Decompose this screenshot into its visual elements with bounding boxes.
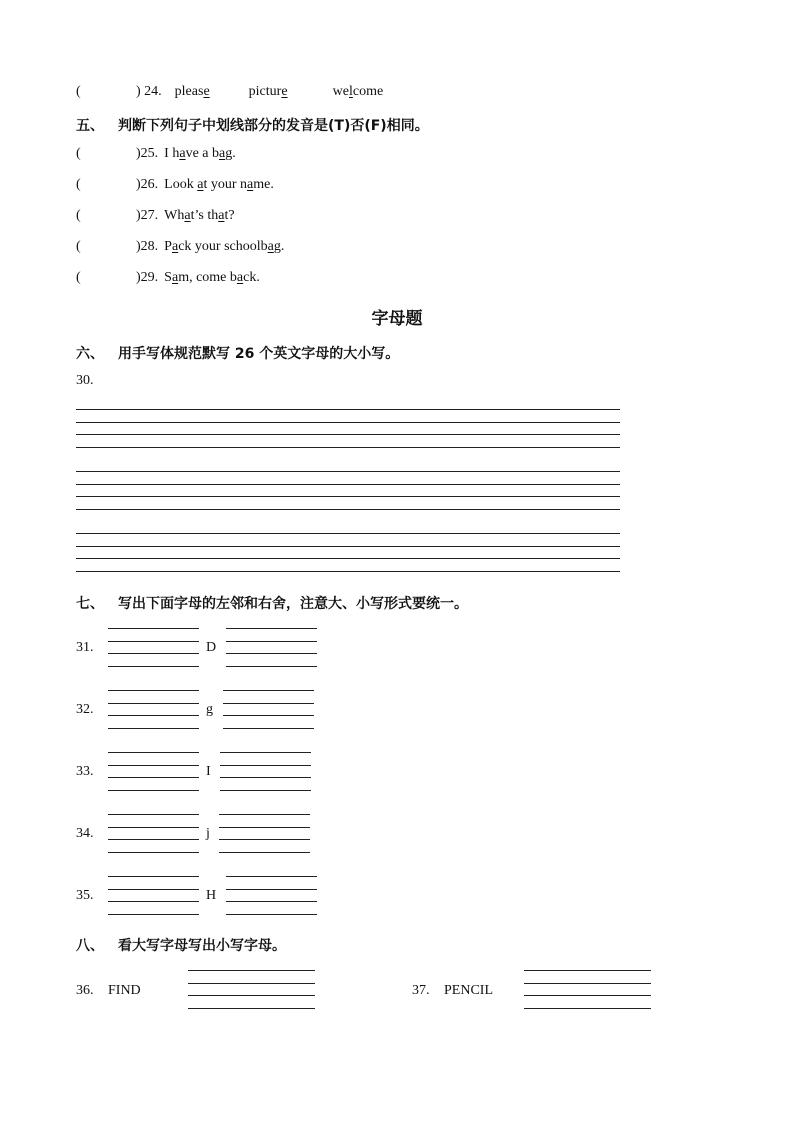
question-number: 33. — [76, 764, 94, 779]
left-neighbor-line[interactable] — [108, 852, 199, 853]
answer-line[interactable] — [524, 1008, 651, 1009]
section-8-heading: 八、 看大写字母写出小写字母。 — [76, 938, 286, 954]
answer-line[interactable] — [524, 983, 651, 984]
left-neighbor-line[interactable] — [108, 641, 199, 642]
left-neighbor-line[interactable] — [108, 839, 199, 840]
question-number: 32. — [76, 702, 94, 717]
sentence: Sam, come back. — [164, 270, 260, 285]
question-number: 36. — [76, 983, 94, 998]
handwriting-line[interactable] — [76, 471, 620, 472]
word: please — [174, 84, 210, 99]
right-neighbor-line[interactable] — [223, 690, 314, 691]
answer-line[interactable] — [188, 995, 315, 996]
right-neighbor-line[interactable] — [226, 666, 317, 667]
question-28: ( )28. Pack your schoolbag. — [76, 239, 285, 254]
question-26: ( )26. Look at your name. — [76, 177, 274, 192]
right-neighbor-line[interactable] — [223, 703, 314, 704]
left-neighbor-line[interactable] — [108, 814, 199, 815]
right-neighbor-line[interactable] — [226, 653, 317, 654]
right-neighbor-line[interactable] — [226, 901, 317, 902]
left-neighbor-line[interactable] — [108, 765, 199, 766]
question-number: 35. — [76, 888, 94, 903]
answer-paren[interactable]: ( — [76, 146, 81, 161]
left-neighbor-line[interactable] — [108, 653, 199, 654]
question-number: 24. — [144, 84, 162, 99]
handwriting-line[interactable] — [76, 558, 620, 559]
question-number: 26. — [140, 177, 159, 192]
given-letter: H — [206, 888, 217, 903]
word: welcome — [332, 84, 384, 99]
uppercase-word: PENCIL — [444, 983, 493, 998]
question-number: 37. — [412, 983, 430, 998]
sentence: Pack your schoolbag. — [164, 239, 285, 254]
left-neighbor-line[interactable] — [108, 728, 199, 729]
question-number: 29. — [140, 270, 159, 285]
section-6-heading: 六、 用手写体规范默写 26 个英文字母的大小写。 — [76, 346, 400, 362]
answer-paren[interactable]: ( — [76, 239, 81, 254]
answer-paren[interactable]: ( — [76, 270, 81, 285]
left-neighbor-line[interactable] — [108, 901, 199, 902]
sentence: Look at your name. — [164, 177, 274, 192]
given-letter: I — [206, 764, 211, 779]
left-neighbor-line[interactable] — [108, 715, 199, 716]
left-neighbor-line[interactable] — [108, 889, 199, 890]
answer-paren[interactable]: ( — [76, 208, 81, 223]
left-neighbor-line[interactable] — [108, 827, 199, 828]
sentence: What’s that? — [164, 208, 235, 223]
handwriting-line[interactable] — [76, 447, 620, 448]
right-neighbor-line[interactable] — [220, 765, 311, 766]
left-neighbor-line[interactable] — [108, 790, 199, 791]
handwriting-line[interactable] — [76, 533, 620, 534]
right-neighbor-line[interactable] — [219, 852, 310, 853]
question-number: 34. — [76, 826, 94, 841]
question-29: ( )29. Sam, come back. — [76, 270, 260, 285]
handwriting-line[interactable] — [76, 496, 620, 497]
left-neighbor-line[interactable] — [108, 914, 199, 915]
section-7-heading: 七、 写出下面字母的左邻和右舍，注意大、小写形式要统一。 — [76, 596, 468, 612]
right-neighbor-line[interactable] — [219, 839, 310, 840]
handwriting-line[interactable] — [76, 484, 620, 485]
given-letter: j — [206, 826, 210, 841]
right-neighbor-line[interactable] — [226, 628, 317, 629]
right-neighbor-line[interactable] — [223, 715, 314, 716]
left-neighbor-line[interactable] — [108, 777, 199, 778]
word: picture — [248, 84, 288, 99]
section-5-heading: 五、 判断下列句子中划线部分的发音是(T)否(F)相同。 — [76, 118, 429, 134]
right-neighbor-line[interactable] — [220, 777, 311, 778]
handwriting-line[interactable] — [76, 571, 620, 572]
question-27: ( )27. What’s that? — [76, 208, 235, 223]
answer-line[interactable] — [524, 970, 651, 971]
answer-line[interactable] — [524, 995, 651, 996]
question-number: 27. — [140, 208, 159, 223]
question-number: 28. — [140, 239, 159, 254]
given-letter: D — [206, 640, 217, 655]
given-letter: g — [206, 702, 213, 717]
left-neighbor-line[interactable] — [108, 703, 199, 704]
handwriting-line[interactable] — [76, 434, 620, 435]
page-title: 字母题 — [371, 309, 423, 329]
right-neighbor-line[interactable] — [219, 827, 310, 828]
right-neighbor-line[interactable] — [223, 728, 314, 729]
question-30-number: 30. — [76, 373, 94, 388]
question-24: ( ) 24. please picture welcome — [76, 84, 384, 99]
handwriting-line[interactable] — [76, 409, 620, 410]
handwriting-line[interactable] — [76, 546, 620, 547]
answer-paren[interactable]: ( — [76, 177, 81, 192]
question-number: 31. — [76, 640, 94, 655]
right-neighbor-line[interactable] — [219, 814, 310, 815]
answer-line[interactable] — [188, 970, 315, 971]
right-neighbor-line[interactable] — [226, 641, 317, 642]
left-neighbor-line[interactable] — [108, 876, 199, 877]
right-neighbor-line[interactable] — [226, 914, 317, 915]
right-neighbor-line[interactable] — [226, 889, 317, 890]
sentence: I have a bag. — [164, 146, 236, 161]
uppercase-word: FIND — [108, 983, 141, 998]
answer-line[interactable] — [188, 1008, 315, 1009]
left-neighbor-line[interactable] — [108, 666, 199, 667]
handwriting-line[interactable] — [76, 422, 620, 423]
question-25: ( )25. I have a bag. — [76, 146, 236, 161]
right-neighbor-line[interactable] — [220, 790, 311, 791]
answer-line[interactable] — [188, 983, 315, 984]
left-neighbor-line[interactable] — [108, 690, 199, 691]
left-neighbor-line[interactable] — [108, 628, 199, 629]
right-neighbor-line[interactable] — [226, 876, 317, 877]
question-number: 25. — [140, 146, 159, 161]
left-neighbor-line[interactable] — [108, 752, 199, 753]
right-neighbor-line[interactable] — [220, 752, 311, 753]
answer-paren[interactable]: ( — [76, 84, 81, 99]
handwriting-line[interactable] — [76, 509, 620, 510]
